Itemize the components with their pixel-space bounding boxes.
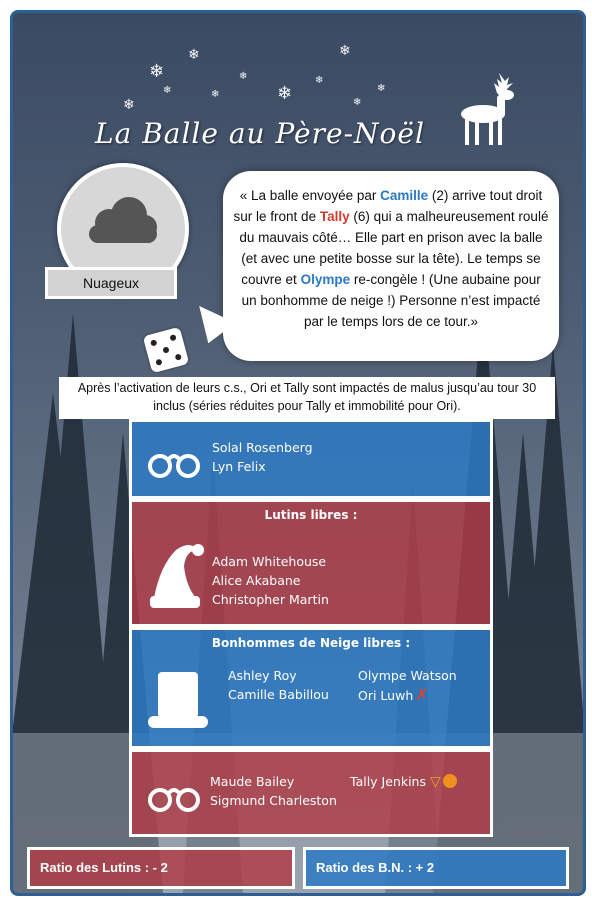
names-col2 [358,666,457,705]
player-name-tally: Tally [319,209,350,224]
panel-header: Bonhommes de Neige libres : [211,636,411,650]
snowflake-icon: ❄ [149,61,165,82]
handcuffs-icon [146,780,202,814]
player-name: Solal Rosenberg [212,440,313,455]
snowflake-icon: ❄ [353,97,362,108]
snowflake-icon: ❄ [188,47,200,63]
speech-part: re-congèle ! (Une aubaine pour un bonhomme de neige !) Personne n’est impacté par le temps lors de ce tour.» [241,272,541,329]
names-col2 [350,772,457,792]
player-name: Ashley Roy [228,668,297,683]
elf-hat-icon [146,536,206,616]
triangle-down-icon: ▽ [429,774,441,790]
handcuffs-icon [146,446,202,480]
weather-label: Nuageux [45,267,177,299]
player-name: Alice Akabane [212,573,301,588]
player-name [350,772,457,792]
names-list [212,552,329,609]
page-title: La Balle au Père-Noël [95,117,425,150]
player-name-camille: Camille [380,188,429,203]
ratio-bn: Ratio des B.N. : + 2 [303,847,569,889]
reindeer-icon [453,69,523,149]
panel-bonhommes-libres [129,627,493,749]
snowflake-icon: ❄ [377,83,386,94]
player-name: Olympe Watson [358,668,457,683]
player-name [358,685,457,705]
snowflake-icon: ❄ [163,85,172,96]
panel-prison-lutins [129,749,493,837]
player-name: Adam Whitehouse [212,554,327,569]
speech-part: « La balle envoyée par [239,188,381,203]
speech-part: (6) qui a malheureusement roulé du mauvais côté… Elle part en prison avec la balle (et avec une petite bosse sur la tête). Le temps se couvre et [239,209,549,287]
malus-notice: Après l’activation de leurs c.s., Ori et Tally sont impactés de malus jusqu’au tour 30 inclus (séries réduites pour Tally et immobilité pour Ori). [59,377,555,419]
panel-lutins-libres [129,499,493,627]
player-name: Sigmund Charleston [210,793,337,808]
ball-icon [443,774,457,788]
speech-part: (2) arrive tout droit sur le front de [233,188,543,224]
player-name-text: Tally Jenkins [350,774,426,789]
panel-header: Lutins libres : [264,508,358,522]
red-cross-icon: ✗ [415,685,429,704]
player-name: Lyn Felix [212,459,266,474]
speech-text [233,185,549,332]
names-col1 [228,666,329,704]
player-name-olympe: Olympe [300,272,351,287]
player-name: Maude Bailey [210,774,295,789]
names-list [212,438,313,476]
top-hat-icon [146,664,210,736]
snowflake-icon: ❄ [339,43,351,59]
snowflake-icon: ❄ [239,71,248,82]
snowflake-icon: ❄ [211,89,220,100]
player-name: Christopher Martin [212,592,329,607]
poster-frame [10,10,586,896]
panel-prison-bn [129,419,493,499]
player-name: Camille Babillou [228,687,329,702]
player-name-text: Ori Luwh [358,688,414,703]
snowflake-icon: ❄ [277,83,293,104]
names-col1 [210,772,337,810]
ratio-lutins: Ratio des Lutins : - 2 [27,847,295,889]
snowflake-icon: ❄ [123,97,135,113]
snowflake-icon: ❄ [315,75,324,86]
